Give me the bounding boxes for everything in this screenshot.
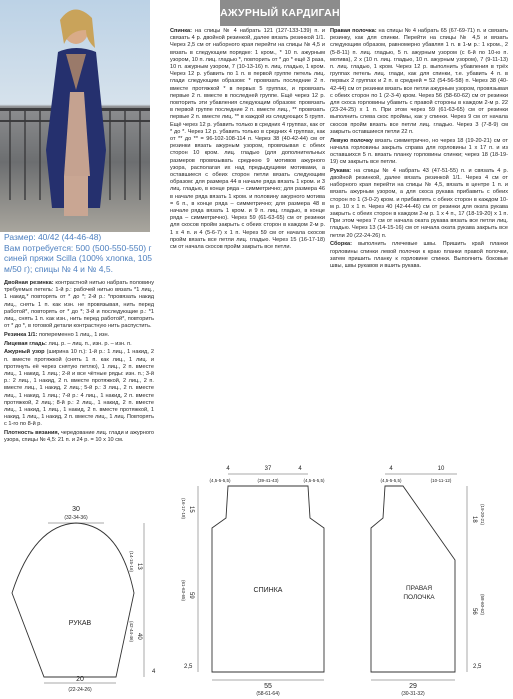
sleeve-schematic <box>4 505 164 695</box>
paragraph: Плотность вязания, чередование лиц. глади и ажурного узора, спицы № 4,5: 21 п. и 24 р. = 10 х 10 см. <box>4 430 154 444</box>
paragraph: Резинка 1/1: попеременно 1 лиц., 1 изн. <box>4 331 110 338</box>
front-right-mid-sub: (58-60-62) <box>480 594 485 616</box>
front-right-top: 18 <box>471 516 477 523</box>
paragraph: Спинка: на спицы № 4 набрать 121 (127-133-139) п. и связать 4 р. двойной резинкой, далее вязать резинкой 1/1. Через 2,5 см от наборного края перейти на спицы № 4,5 и вязать в следующем порядке: 1 кром., * 10 п. ажурным узором, 10 п. лиц. гладью *, повторить от * до * ещё 3 раза, 10 п. ажурным узором, 7 (10-13-16) п. лиц. гладью, 1 кром. Через 12 р. убавить по 1 п. в первой группе петель лиц. глади следующим образом: * провязать последние 2 п. вместе протяжкой * в первых 5 группах, и провязать первые 2 п. вместе в последней группе. Ещё через 12 р. повторить эти убавления следующим образом: провязать в первой группе последние 2 п. вместе лиц., ** провязать первые 2 п. вместе лиц. ** в каждой из следующих 5 групп. Ещё через 12 р. убавить только в средних 4 группах, как от * до *. Через 12 р. убавить только в средних 4 группах, как от ** до ** = 96-102-108-114 п. Через 38 (40-42-44) см от резинки вязать ажурным узором, провязывая с обеих сторон 10 кром. лиц. гладью (для дополнительных размеров провязывать среднюю 9 мотивов ажурного узора, располагая их над предыдущими мотивами, а оставшиеся с обеих сторон петли вязать следующим образом: для размера 44 в начале ряда вязать 1 кром. и 3 лиц. гладью, в конце ряда – симметрично; для размера 46 в начале ряда вязать 1 кром. и половину ажурного мотива = 6 п., в конце ряда – симметрично; для размера 48 в начале ряда вязать 1 кром. и 9 п. лиц. гладью, в конце ряда – симметрично). Через 59 (61-63-65) см от резинки для скосов пройм закрыть с обеих сторон в каждом 2-м р. 1 х 4 п. и 4 (5-6-7) х 1 п. Через 59 см от начала скосов пройм вязать все петли лиц. гладью. Через 15 (16-17-18) см от начала скосов пройм закрыть все петли. <box>170 28 326 251</box>
paragraph: Правая полочка: на спицы № 4 набрать 65 (67-69-71) п. и связать резинку, как для спинки. Перейти на спицы № 4,5 и вязать следующим образом, равномерно убавляя 1 п. в 1-м р.: 1 кром., 2 (5-8-11) п. лиц. гладью, 5 п. ажурным узором (с 6-й по 10-ю п. мотива), 2 х (10 п. лиц. гладью, 10 п. ажурным узором), 7 (9-11-13) п. лиц. гладью, 1 кром. Через 12 р. выполнить убавления в трёх группах петель лиц. глади, как для спинки, т.е. убавить 4 п. в первых 2 группах и 2 п. в средней = 52 (54-56-58) п. Через 38 (40-42-44) см от резинки вязать все петли ажурным узором, провязывая с обеих сторон по 1 (2-3-4) кром. Через 56 (58-60-62) см от резинки для скоса горловины убавить с правой стороны в каждом 2-м р. 22 (23-24-25) х 1 п. При этом через 59 (61-63-65) см от резинки выполнить слева скос проймы, как у спинки. Через 9 см от начала скосов пройм вязать все петли лиц. гладью. Через 3 (7-8-9) см закрыть оставшиеся петли 22 п. <box>330 28 509 135</box>
sleeve-top-sub: (32-34-36) <box>64 515 88 521</box>
sleeve-side-top-sub: (14-15-16) <box>129 551 134 573</box>
column-2 <box>170 28 325 253</box>
back-outline <box>212 486 324 672</box>
front-top-left: 4 <box>389 466 393 472</box>
sleeve-top-value: 30 <box>72 506 80 513</box>
front-right-bot: 2,5 <box>473 664 482 670</box>
sleeve-bottom-sub: (22-24-26) <box>68 687 92 693</box>
caption-yarn: Вам потребуется: 500 (500-550-550) г синей пряжи Scilla (100% хлопка, 105 м/50 г); спицы № 4 и № 4,5. <box>4 242 152 274</box>
front-right-top-sub: (19-20-21) <box>480 504 485 526</box>
paragraph: Ажурный узор (ширина 10 п.): 1-й р.: 1 лиц., 1 накид, 2 п. вместе протяжкой (снять 1 п. как лиц., 1 лиц. и протянуть её через снятую петлю), 1 лиц., 2 п. вместе лиц., 1 накид, 1 лиц.; 2-й и все чётные ряды: изн. п.; 3-й р.: 2 лиц., 1 накид, 2 п. вместе протяжкой, 2 лиц., 2 п. вместе лиц., 1 накид, 2 лиц.; 5-й р.: 3 лиц., 2 п. вместе лиц., 1 накид, 1 лиц.; 7-й р.: 4 лиц., 1 накид, 2 п. вместе протяжкой, 2 лиц.; 8-й р.: 2 лиц., 1 накид, 2 п. вместе лиц., 1 накид, 1 лиц., 1 накид, 2 п. вместе протяжкой, 1 накид, 1 лиц., 1 накид, 2 п. вместе лиц., 1 лиц. Повторять с 1-го по 8-й р. <box>4 349 155 428</box>
front-top-right: 10 <box>437 466 445 472</box>
caption <box>4 232 154 274</box>
front-top-right-sub: (10-11-12) <box>430 478 452 483</box>
paragraph: Рукава: на спицы № 4 набрать 43 (47-51-55) п. и связать 4 р. двойной резинкой, далее вязать резинкой 1/1. Через 4 см от наборного края перейти на спицы № 4,5, вязать в центре 1 п. и вязать ажурным узором, а для скоса рукава прибавить с обеих сторон по 1 (3-0-2) кром. и прибавлять с обеих сторон в каждом 10-м р. 10 х 1 п. Через 40 (42-44-46) см от резинки для оката рукава закрыть с обеих сторон в каждом 2-м р. 1 х 4 п., 17 (18-19-20) х 1 п. При этом через 7 см от начала оката рукава вязать все петли лиц. гладью. Через 13 (14-15-16) см от начала оката рукава закрыть все петли 20 (22-24-26) п. <box>330 167 508 239</box>
sleeve-label: РУКАВ <box>68 620 92 627</box>
back-schematic <box>170 462 345 697</box>
back-left-bot: 2,5 <box>184 664 193 670</box>
back-left-mid: 59 <box>188 592 194 599</box>
back-top-right-sub: (4,5-5-5,5) <box>303 478 325 483</box>
back-top-mid-sub: (39-41-43) <box>257 478 279 483</box>
front-bottom-value: 29 <box>409 683 417 690</box>
sleeve-outline <box>12 523 134 677</box>
front-top-left-sub: (4,5-5-5,5) <box>380 478 402 483</box>
model-photo <box>0 0 150 232</box>
sleeve-side-mid: 40 <box>136 633 142 640</box>
paragraph: Лицевая гладь: лиц. р. – лиц. п., изн. р. – изн. п. <box>4 340 132 347</box>
front-bottom-sub: (30-31-32) <box>401 691 425 697</box>
back-left-top: 15 <box>188 506 194 513</box>
model-figure <box>0 0 150 232</box>
sleeve-bottom-value: 20 <box>76 676 84 683</box>
front-label-2: ПОЛОЧКА <box>403 594 435 601</box>
back-left-top-sub: (16-17-18) <box>181 498 186 520</box>
paragraph: Сборка: выполнить плечевые швы. Пришить край планки горловины спинки левой полочки к краю планки правой полочки, затем пришить планку к горловине спинки. Выполнить боковые швы, швы рукавов и вшить рукава. <box>330 241 508 269</box>
front-right-mid: 56 <box>471 608 477 615</box>
paragraph: Двойная резинка: контрастной нитью набрать половину требуемых петель: 1-й р.: рабочей нитью вязать *1 лиц., 1 накид,* повторять от * до *; 2-й р.: *провязать накид лиц., снять 1 п. как изн. не провязывая, нить перед работой*, повторять от * до *; 3-й и последующие р.: *1 лиц., снять 1 п. как изн., нить перед работой*, повторить от * до *, в готовой детали контрастную нить распустить. <box>4 280 154 330</box>
back-top-left: 4 <box>226 466 230 472</box>
page-title: АЖУРНЫЙ КАРДИГАН <box>220 0 340 26</box>
back-bottom-value: 55 <box>264 683 272 690</box>
front-outline <box>371 486 455 672</box>
caption-size: Размер: 40/42 (44-46-48) <box>4 232 102 242</box>
front-schematic <box>345 462 510 697</box>
back-label: СПИНКА <box>253 587 283 594</box>
back-top-mid: 37 <box>264 466 272 472</box>
back-bottom-sub: (58-61-64) <box>256 691 280 697</box>
paragraph: Левую полочку вязать симметрично, но через 18 (19-20-21) см от начала горловины закрыть справа для горловины 1 х 17 п. и из оставшихся 5 п. вязать планку горловины спинки; через 18 (18-19-19) см закрыть все петли. <box>330 137 508 166</box>
back-left-mid-sub: (61-63-65) <box>181 580 186 602</box>
sleeve-side-top: 13 <box>136 563 142 570</box>
column-1 <box>4 280 154 446</box>
sleeve-side-bot: 4 <box>152 669 156 675</box>
sleeve-side-mid-sub: (42-44-46) <box>129 621 134 643</box>
front-label-1: ПРАВАЯ <box>405 585 433 592</box>
back-top-right: 4 <box>298 466 302 472</box>
column-3 <box>330 28 508 272</box>
back-top-left-sub: (4,5-5-5,5) <box>209 478 231 483</box>
